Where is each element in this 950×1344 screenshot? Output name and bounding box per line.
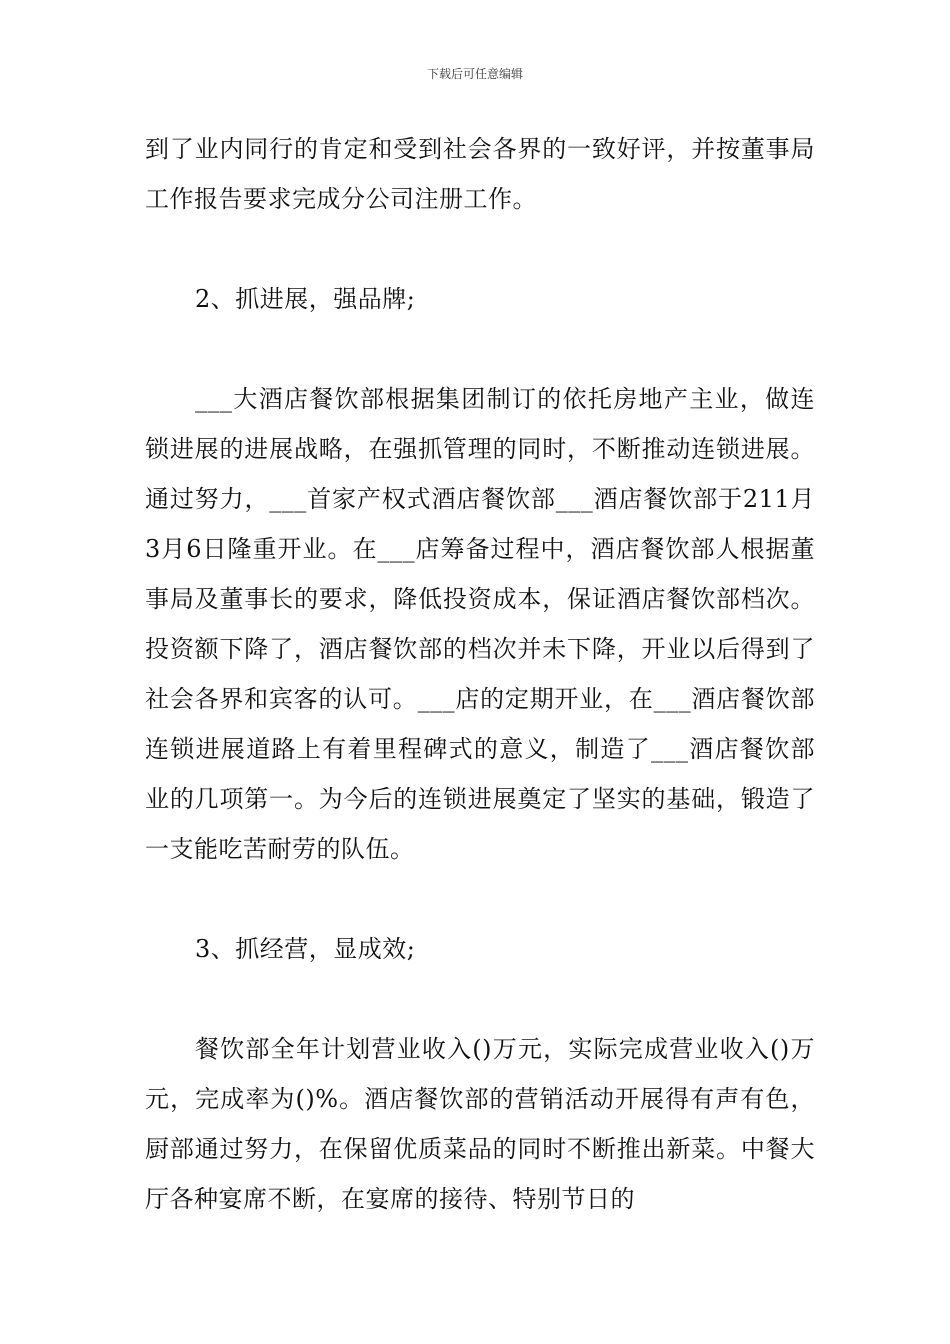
paragraph-continuation: 到了业内同行的肯定和受到社会各界的一致好评，并按董事局工作报告要求完成分公司注册工作。: [145, 135, 815, 213]
paragraph-chain-development: ___大酒店餐饮部根据集团制订的依托房地产主业，做连锁进展的进展战略，在强抓管理的同时，不断推动连锁进展。通过努力，___首家产权式酒店餐饮部___酒店餐饮部于211月3月6日隆重开业。在___店筹备过程中，酒店餐饮部人根据董事局及董事长的要求，降低投资成本，保证酒店餐饮部档次。投资额下降了，酒店餐饮部的档次并未下降，开业以后得到了社会各界和宾客的认可。___店的定期开业，在___酒店餐饮部连锁进展道路上有着里程碑式的意义，制造了___酒店餐饮部业的几项第一。为今后的连锁进展奠定了坚实的基础，锻造了一支能吃苦耐劳的队伍。: [145, 385, 815, 863]
paragraph-operations: 餐饮部全年计划营业收入()万元，实际完成营业收入()万元，完成率为()%。酒店餐饮部的营销活动开展得有声有色，厨部通过努力，在保留优质菜品的同时不断推出新菜。中餐大厅各种宴席不断，在宴席的接待、特别节日的: [145, 1035, 815, 1213]
page-header: 下载后可任意编辑: [426, 67, 523, 81]
section-heading-2: 2、抓进展，强品牌;: [195, 285, 416, 313]
document-body: [145, 124, 815, 1224]
section-heading-3: 3、抓经营，显成效;: [195, 935, 416, 963]
